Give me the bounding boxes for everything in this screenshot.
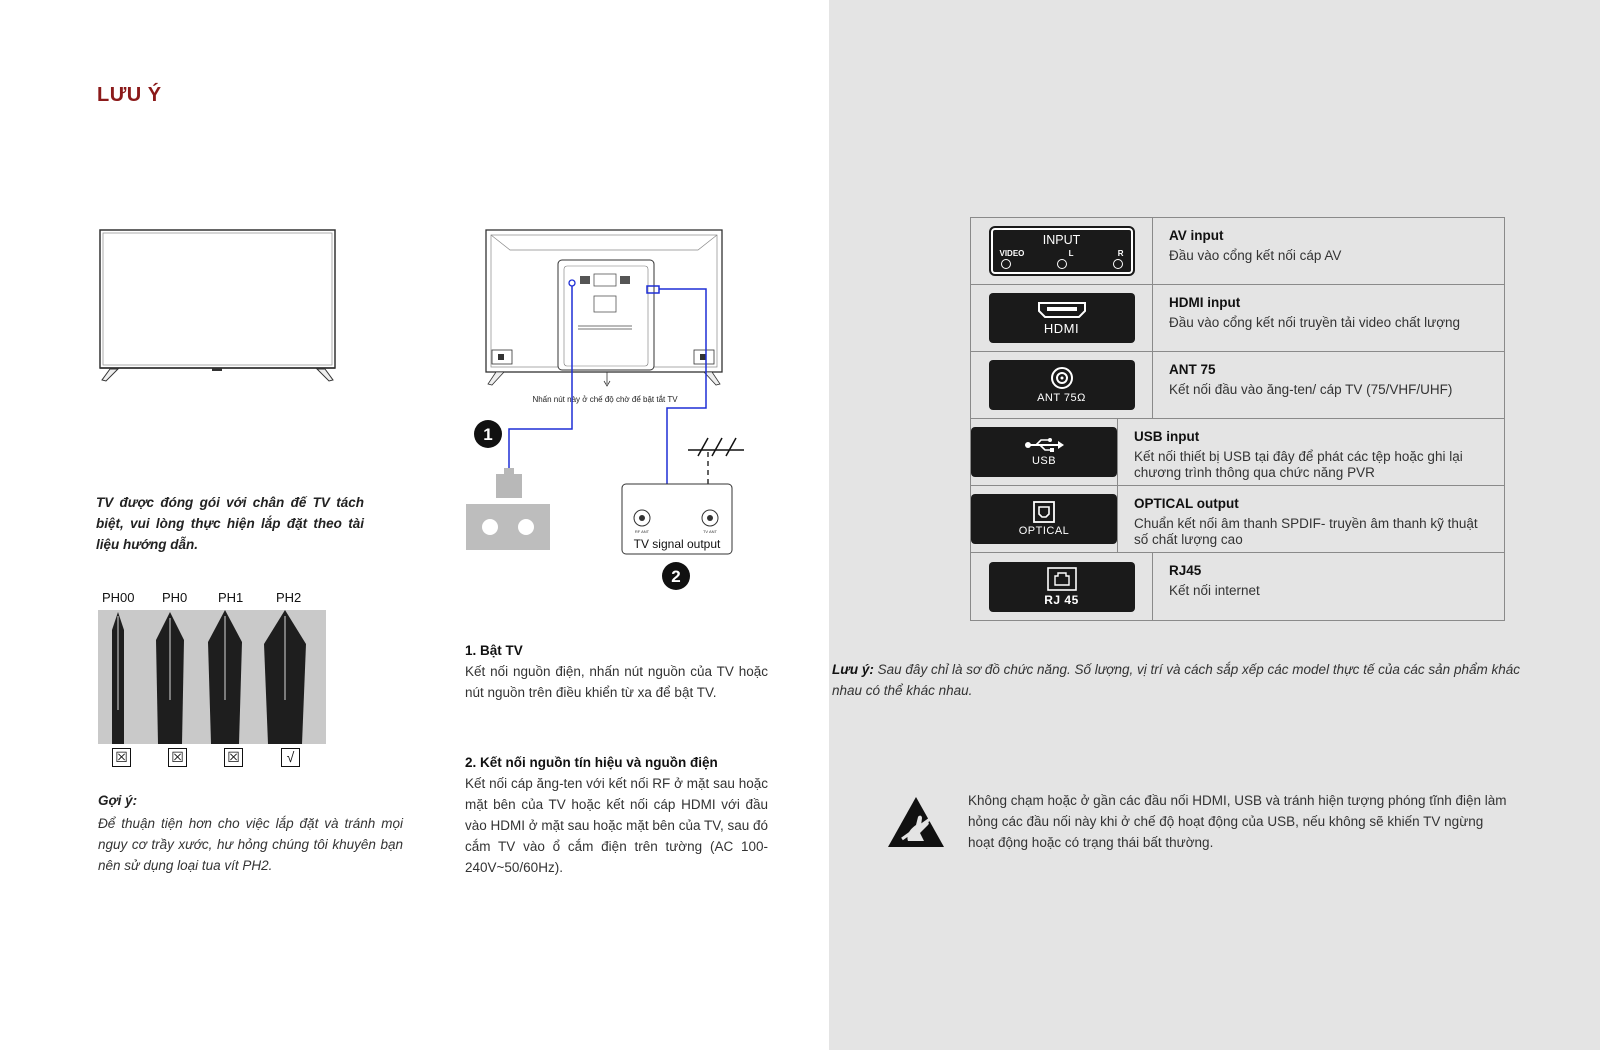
step-2 <box>465 752 768 878</box>
screwdriver-unsuitable-checkbox: ☒ <box>224 748 243 767</box>
rj45-icon: RJ 45 <box>989 562 1135 612</box>
screwdriver-unsuitable-checkbox: ☒ <box>168 748 187 767</box>
port-row-rj45 <box>971 553 1504 620</box>
tv-front-illustration <box>98 228 338 386</box>
screwdriver-label: PH2 <box>276 590 302 605</box>
port-description: Đầu vào cổng kết nối cáp AV <box>1169 248 1342 263</box>
screwdriver-recommended-checkbox: √ <box>281 748 300 767</box>
step-1-title: 1. Bật TV <box>465 643 523 658</box>
esd-warning-icon <box>886 795 946 849</box>
tip-title: Gợi ý: <box>98 793 138 808</box>
step-2-badge: 2 <box>671 567 681 586</box>
hdmi-icon: HDMI <box>989 293 1135 343</box>
step-1 <box>465 640 768 703</box>
port-name: ANT 75 <box>1169 362 1216 377</box>
port-description: Kết nối internet <box>1169 583 1260 598</box>
port-table <box>970 217 1505 621</box>
tip-text: Để thuận tiện hơn cho việc lắp đặt và tránh mọi nguy cơ trầy xước, hư hỏng chúng tôi khuyên bạn nên sử dụng loại tua vít PH2. <box>98 816 403 873</box>
screwdriver-label: PH0 <box>162 590 188 605</box>
esd-warning-text: Không chạm hoặc ở gần các đầu nối HDMI, USB và tránh hiện tượng phóng tĩnh điện làm hỏng các đầu nối này khi ở chế độ hoạt động của USB, nếu không sẽ khiến TV ngừng hoạt động hoặc có trạng thái bất thường. <box>968 793 1507 850</box>
step-1-badge: 1 <box>483 425 493 444</box>
tv-ant-label: TV ANT <box>702 529 718 534</box>
port-row-usb <box>971 419 1504 486</box>
port-name: USB input <box>1134 429 1200 444</box>
step-2-text: Kết nối cáp ăng-ten với kết nối RF ở mặt sau hoặc mặt bên của TV hoặc kết nối cáp HDMI với đầu vào HDMI ở mặt sau hoặc mặt bên của TV, sau đó cắm TV vào ổ cắm điện trên tường (AC 100-240V~50/60Hz). <box>465 776 769 875</box>
port-row-hdmi <box>971 285 1504 352</box>
port-row-av <box>971 218 1504 285</box>
screwdriver-label: PH1 <box>218 590 244 605</box>
tv-back-connection-diagram <box>462 226 772 596</box>
screwdriver-label: PH00 <box>102 590 135 605</box>
screwdriver-unsuitable-checkbox: ☒ <box>112 748 131 767</box>
port-description: Chuẩn kết nối âm thanh SPDIF- truyền âm thanh kỹ thuật số chất lượng cao <box>1134 516 1478 547</box>
av-input-icon: INPUT VIDEO L R <box>991 228 1133 274</box>
antenna-icon: ANT 75Ω <box>989 360 1135 410</box>
step-2-title: 2. Kết nối nguồn tín hiệu và nguồn điện <box>465 755 718 770</box>
usb-icon: USB <box>971 427 1117 477</box>
port-description: Đầu vào cổng kết nối truyền tải video chất lượng <box>1169 315 1461 330</box>
diagram-disclaimer <box>832 659 1522 701</box>
page-title: LƯU Ý <box>97 84 162 106</box>
rf-ant-label: RF ANT <box>634 529 650 534</box>
standby-button-caption: Nhấn nút này ở chế độ chờ để bật tắt TV <box>532 395 678 404</box>
port-name: OPTICAL output <box>1134 496 1239 511</box>
optical-icon: OPTICAL <box>971 494 1117 544</box>
port-name: AV input <box>1169 228 1224 243</box>
port-row-optical <box>971 486 1504 553</box>
port-description: Kết nối đầu vào ăng-ten/ cáp TV (75/VHF/UHF) <box>1169 382 1453 397</box>
port-name: HDMI input <box>1169 295 1241 310</box>
step-1-text: Kết nối nguồn điện, nhấn nút nguồn của TV hoặc nút nguồn trên điều khiển từ xa để bật TV. <box>465 664 768 700</box>
tv-signal-output-caption: TV signal output <box>633 537 721 551</box>
packaging-note: TV được đóng gói với chân đế TV tách biệt, vui lòng thực hiện lắp đặt theo tài liệu hướng dẫn. <box>96 495 364 552</box>
port-row-antenna <box>971 352 1504 419</box>
screwdriver-photo <box>98 610 326 744</box>
disclaimer-label: Lưu ý: <box>832 662 874 677</box>
port-name: RJ45 <box>1169 563 1202 578</box>
port-description: Kết nối thiết bị USB tại đây để phát các tệp hoặc ghi lại chương trình thông qua chức năng PVR <box>1134 449 1463 480</box>
disclaimer-text: Sau đây chỉ là sơ đồ chức năng. Số lượng, vị trí và cách sắp xếp các model thực tế của các sản phẩm khác nhau có thể khác nhau. <box>832 662 1520 698</box>
